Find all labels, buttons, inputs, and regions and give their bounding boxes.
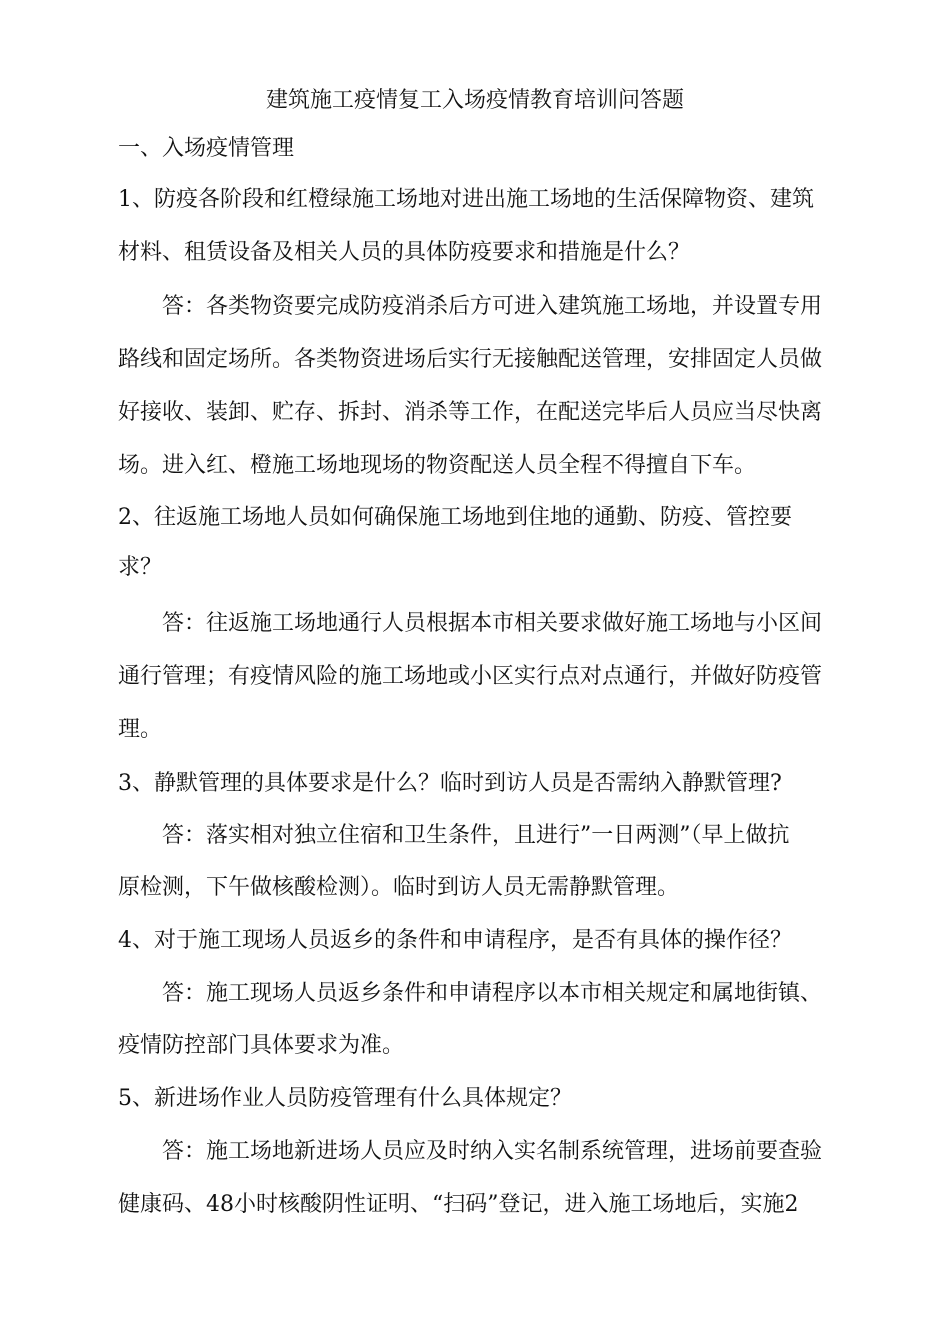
answer-1-line-2: 路线和固定场所。各类物资进场后实行无接触配送管理，安排固定人员做: [118, 347, 823, 372]
document-title: 建筑施工疫情复工入场疫情教育培训问答题: [265, 88, 684, 113]
question-2-line-1: 2、往返施工场地人员如何确保施工场地到住地的通勤、防疫、管控要: [118, 505, 792, 530]
answer-2-line-1: 答：往返施工场地通行人员根据本市相关要求做好施工场地与小区间: [162, 611, 823, 636]
answer-4-line-1: 答：施工现场人员返乡条件和申请程序以本市相关规定和属地街镇、: [162, 981, 823, 1006]
question-3: 3、静默管理的具体要求是什么？临时到访人员是否需纳入静默管理?: [118, 771, 782, 796]
answer-2-line-3: 理。: [118, 717, 163, 742]
question-1-line-1: 1、防疫各阶段和红橙绿施工场地对进出施工场地的生活保障物资、建筑: [118, 187, 814, 212]
answer-3-line-2: 原检测，下午做核酸检测）。临时到访人员无需静默管理。: [118, 875, 680, 900]
section-heading: 一、入场疫情管理: [118, 136, 295, 161]
question-4: 4、对于施工现场人员返乡的条件和申请程序，是否有具体的操作径？: [118, 928, 792, 953]
answer-1-line-1: 答：各类物资要完成防疫消杀后方可进入建筑施工场地，并设置专用: [162, 294, 823, 319]
answer-1-line-4: 场。进入红、橙施工场地现场的物资配送人员全程不得擅自下车。: [118, 453, 757, 478]
answer-5-line-2: 健康码、48小时核酸阴性证明、“扫码”登记，进入施工场地后，实施2: [118, 1192, 799, 1217]
question-2-line-2: 求？: [118, 555, 163, 580]
answer-4-line-2: 疫情防控部门具体要求为准。: [118, 1033, 405, 1058]
question-5: 5、新进场作业人员防疫管理有什么具体规定？: [118, 1086, 572, 1111]
answer-1-line-3: 好接收、装卸、贮存、拆封、消杀等工作，在配送完毕后人员应当尽快离: [118, 400, 823, 425]
answer-3-line-1: 答：落实相对独立住宿和卫生条件，且进行”一日两测”（早上做抗: [162, 823, 790, 848]
answer-5-line-1: 答：施工场地新进场人员应及时纳入实名制系统管理，进场前要查验: [162, 1139, 823, 1164]
question-1-line-2: 材料、租赁设备及相关人员的具体防疫要求和措施是什么？: [118, 240, 691, 265]
answer-2-line-2: 通行管理；有疫情风险的施工场地或小区实行点对点通行，并做好防疫管: [118, 664, 823, 689]
